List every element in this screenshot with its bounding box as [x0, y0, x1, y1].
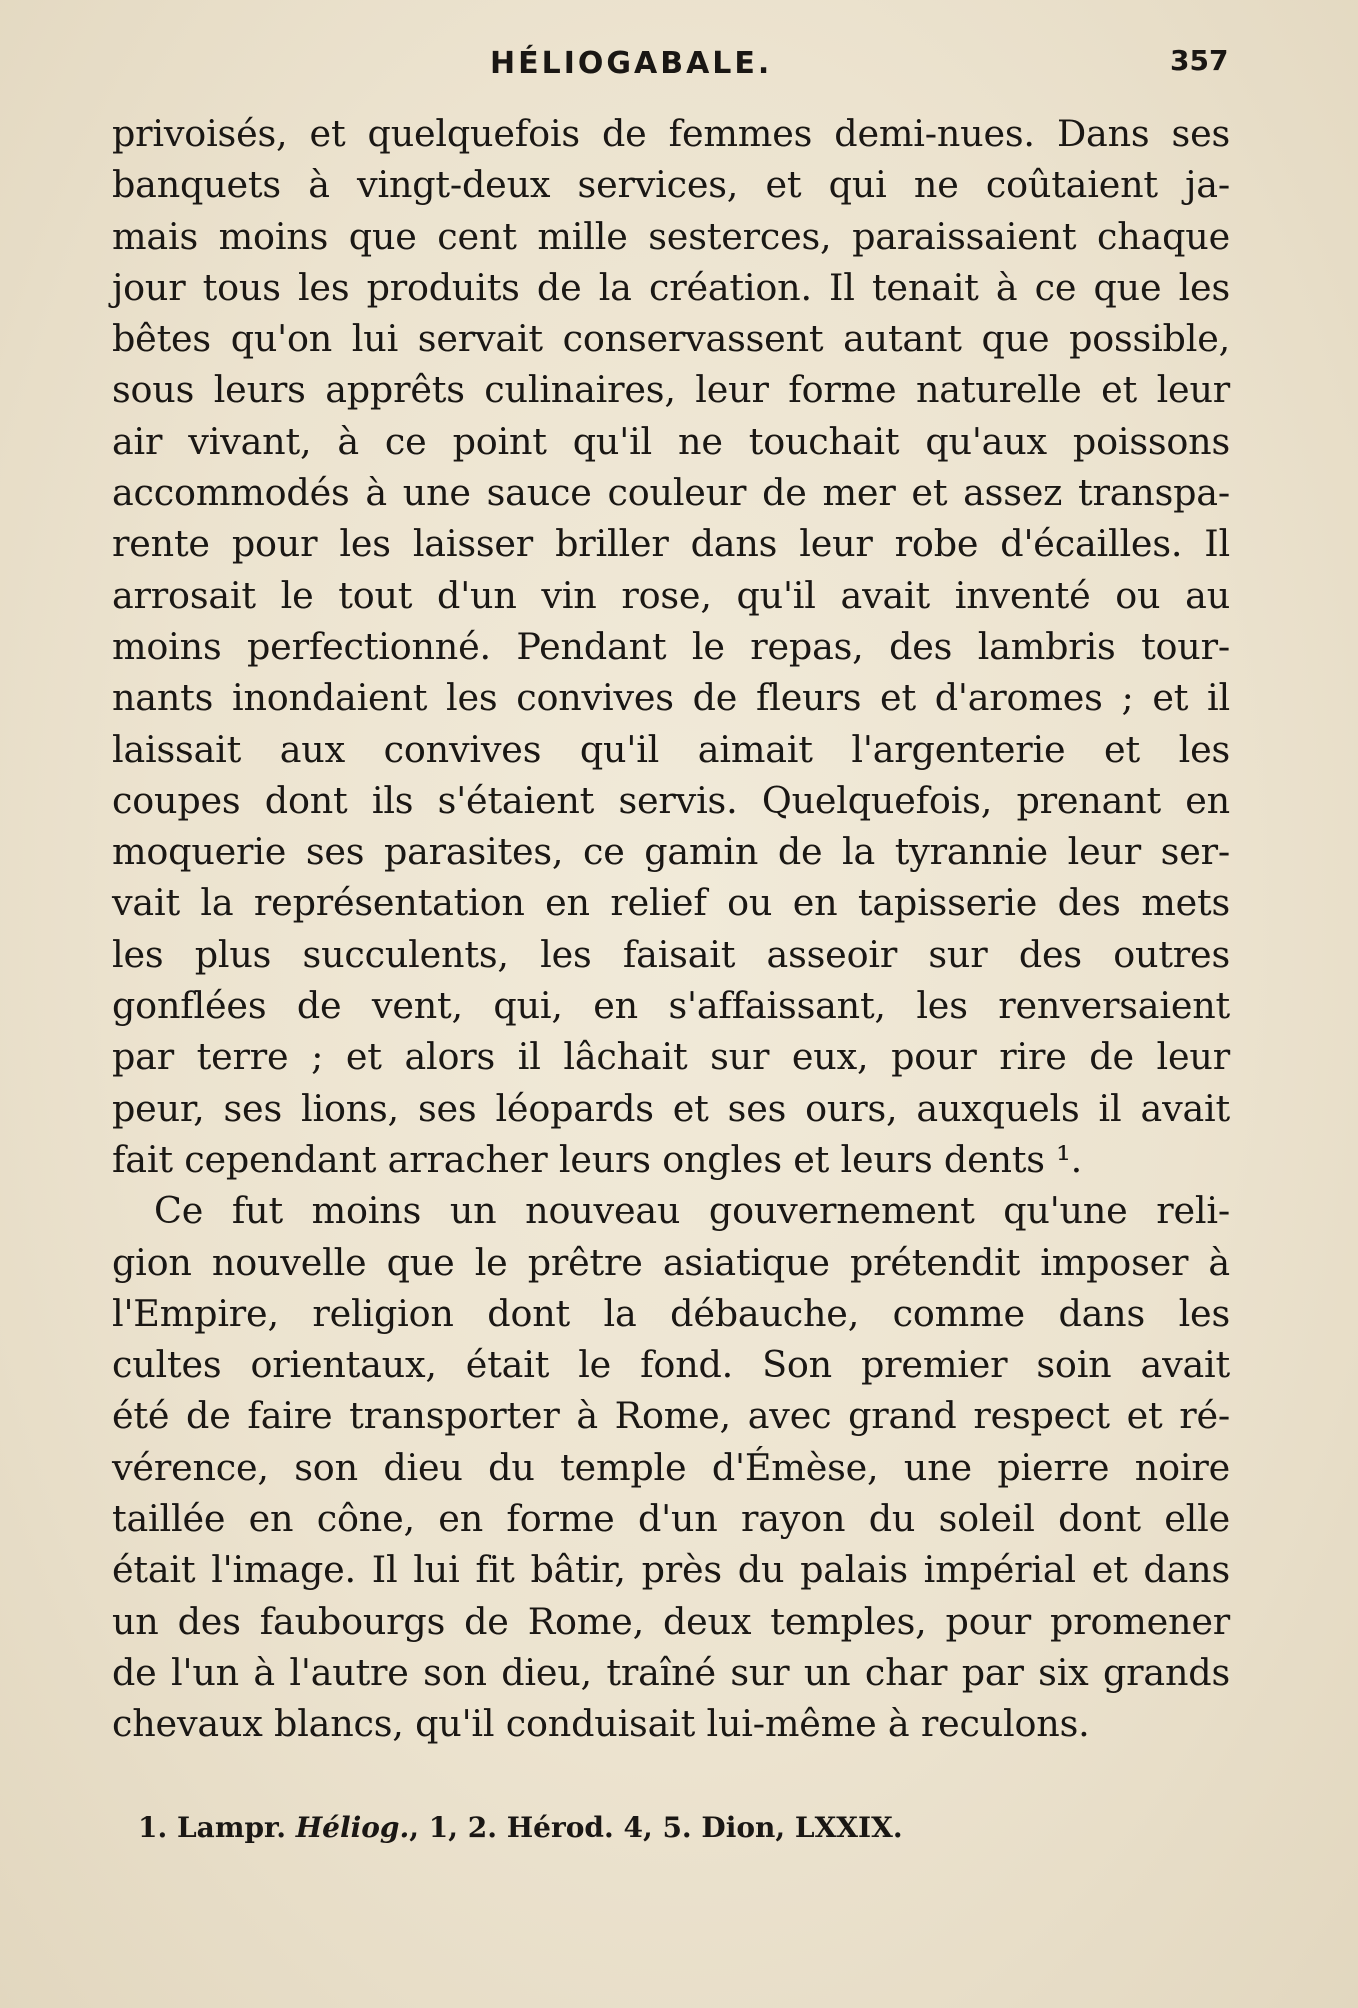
running-title: HÉLIOGABALE. [490, 46, 773, 81]
paragraph-1 [112, 108, 1230, 1185]
text-line: privoisés, et quelquefois de femmes demi-nues. Dans ses [112, 112, 1230, 155]
footnote-source: Lampr. [176, 1811, 286, 1844]
text-line: moins perfectionné. Pendant le repas, des lambris tour- [112, 624, 1230, 668]
text-line: gion nouvelle que le prêtre asiatique prétendit imposer à [112, 1240, 1230, 1284]
page-number: 357 [1170, 44, 1229, 77]
text-line: air vivant, à ce point qu'il ne touchait qu'aux poissons [112, 419, 1230, 463]
text-line: coupes dont ils s'étaient servis. Quelquefois, prenant en [112, 778, 1230, 822]
text-line: arrosait le tout d'un vin rose, qu'il avait inventé ou au [112, 573, 1230, 617]
text-line: vérence, son dieu du temple d'Émèse, une pierre noire [112, 1445, 1230, 1489]
footnote-number: 1. [138, 1811, 168, 1844]
text-line: Ce fut moins un nouveau gouvernement qu'une reli- [154, 1189, 1230, 1233]
text-line: mais moins que cent mille sesterces, paraissaient chaque [112, 214, 1230, 258]
text-line: cultes orientaux, était le fond. Son premier soin avait [112, 1343, 1230, 1387]
text-line: bêtes qu'on lui servait conservassent autant que possible, [112, 317, 1230, 361]
text-line: l'Empire, religion dont la débauche, comme dans les [112, 1291, 1230, 1335]
footnote-work-title: Héliog. [295, 1811, 410, 1844]
text-line: par terre ; et alors il lâchait sur eux, pour rire de leur [112, 1035, 1230, 1079]
text-line: banquets à vingt-deux services, et qui ne coûtaient ja- [112, 163, 1230, 207]
text-line: les plus succulents, les faisait asseoir sur des outres [112, 932, 1230, 976]
text-line: nants inondaient les convives de fleurs et d'aromes ; et il [112, 676, 1230, 720]
footnote-references: , 1, 2. Hérod. 4, 5. Dion, LXXIX. [409, 1811, 903, 1844]
text-line: de l'un à l'autre son dieu, traîné sur un char par six grands [112, 1650, 1230, 1694]
text-line: peur, ses lions, ses léopards et ses ours, auxquels il avait [112, 1086, 1230, 1130]
text-line: vait la représentation en relief ou en tapisserie des mets [112, 881, 1230, 925]
text-line: chevaux blancs, qu'il conduisait lui-même à reculons. [112, 1702, 1090, 1746]
text-line: taillée en cône, en forme d'un rayon du soleil dont elle [112, 1497, 1230, 1541]
text-line: était l'image. Il lui fit bâtir, près du palais impérial et dans [112, 1548, 1230, 1592]
text-line: sous leurs apprêts culinaires, leur forme naturelle et leur [112, 368, 1230, 412]
text-line: rente pour les laisser briller dans leur robe d'écailles. Il [112, 522, 1230, 566]
text-line: accommodés à une sauce couleur de mer et assez transpa- [112, 471, 1230, 515]
text-line: un des faubourgs de Rome, deux temples, pour promener [112, 1599, 1230, 1643]
text-line: laissait aux convives qu'il aimait l'argenterie et les [112, 727, 1230, 771]
text-line: jour tous les produits de la création. Il tenait à ce que les [112, 265, 1230, 309]
text-line: gonflées de vent, qui, en s'affaissant, les renversaient [112, 984, 1230, 1028]
text-line: fait cependant arracher leurs ongles et leurs dents ¹. [112, 1137, 1083, 1181]
running-head [0, 38, 1358, 88]
text-line: moquerie ses parasites, ce gamin de la tyrannie leur ser- [112, 830, 1230, 874]
text-line: été de faire transporter à Rome, avec grand respect et ré- [112, 1394, 1230, 1438]
footnote [138, 1808, 1138, 1848]
paragraph-2 [112, 1185, 1230, 1749]
body-text [112, 108, 1230, 1750]
